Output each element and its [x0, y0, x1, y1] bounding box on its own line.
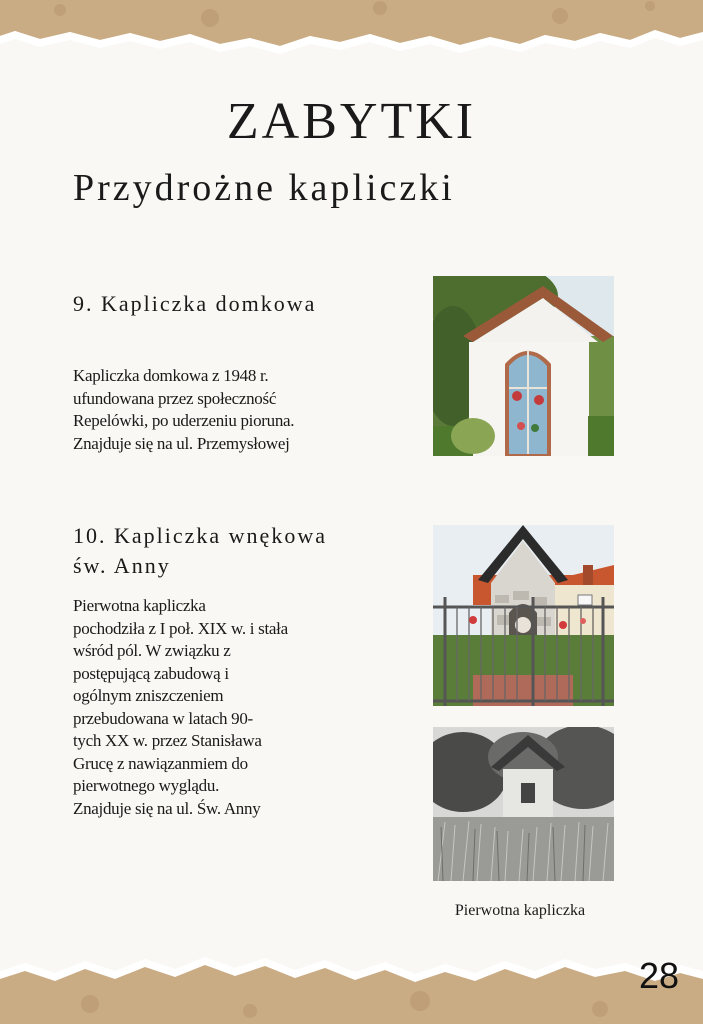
entry-10-description — [73, 595, 363, 820]
text-line: ufundowana przez społeczność — [73, 388, 277, 408]
heading-line: 10. Kapliczka wnękowa — [73, 523, 327, 548]
text-line: Znajduje się na ul. Św. Anny — [73, 798, 261, 818]
text-line: wśród pól. W związku z — [73, 641, 231, 660]
chapel-domkowa-photo — [433, 276, 614, 456]
entry-9-heading: 9. Kapliczka domkowa — [73, 291, 317, 316]
text-line: pochodziła z I poł. XIX w. i stała — [73, 618, 288, 638]
text-line: ogólnym zniszczeniem — [73, 686, 224, 705]
text-line: Grucę z nawiązanmiem do — [73, 753, 248, 773]
page-number: 28 — [638, 955, 679, 996]
chapel-sw-anny-photo — [433, 525, 614, 706]
text-line: Repelówki, po uderzeniu pioruna. — [73, 411, 295, 430]
heading-line: św. Anny — [73, 553, 171, 578]
torn-paper-bottom — [0, 949, 703, 1024]
text-line: postępującą zabudową i — [73, 663, 229, 683]
page-subtitle: Przydrożne kapliczki — [73, 167, 455, 209]
text-line: Kapliczka domkowa z 1948 r. — [73, 366, 269, 385]
entry-9-description — [73, 365, 363, 455]
torn-paper-top — [0, 0, 703, 60]
text-line: tych XX w. przez Stanisława — [73, 731, 262, 750]
pierwotna-kapliczka-photo — [433, 727, 614, 881]
entry-10-heading — [73, 521, 327, 581]
text-line: Pierwotna kapliczka — [73, 596, 206, 615]
page-title: ZABYTKI — [226, 93, 477, 150]
text-line: Znajduje się na ul. Przemysłowej — [73, 433, 290, 453]
text-line: pierwotnego wyglądu. — [73, 776, 220, 795]
photo-caption: Pierwotna kapliczka — [454, 902, 586, 919]
text-line: przebudowana w latach 90- — [73, 708, 253, 728]
